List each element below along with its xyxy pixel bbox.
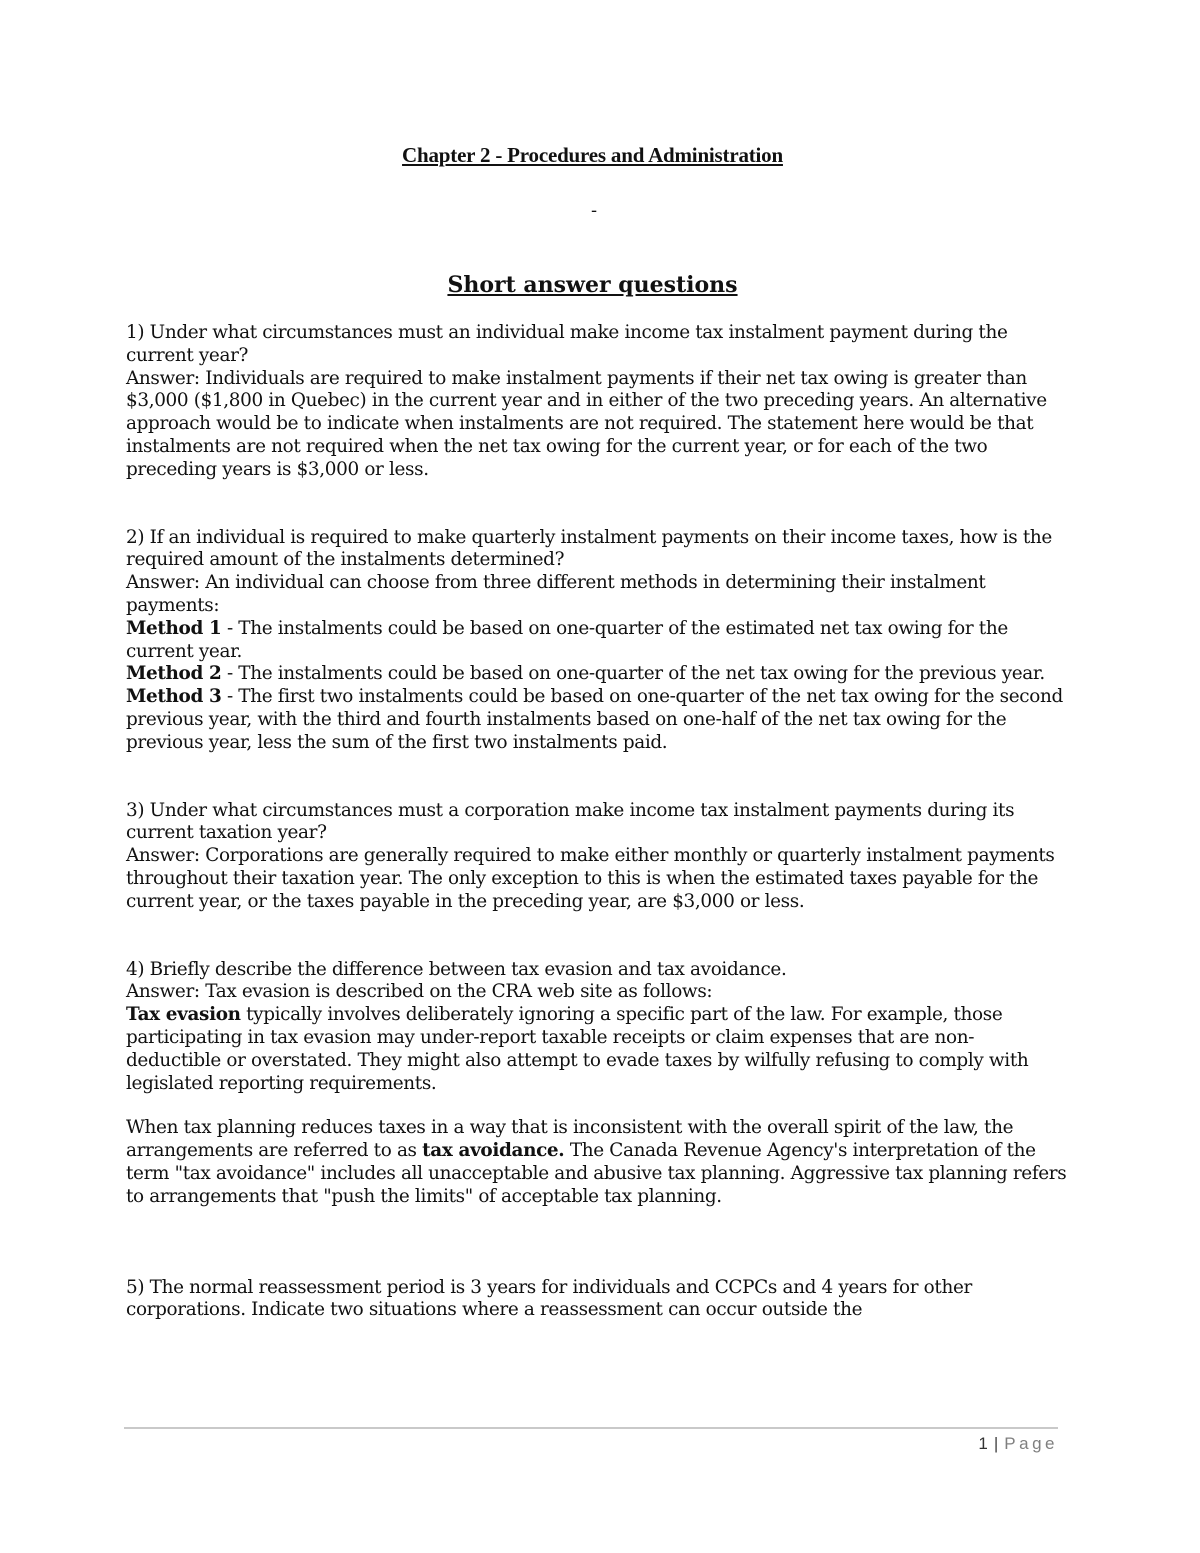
answer-4: Answer: Tax evasion is described on the CRA web site as follows: bbox=[126, 981, 713, 1003]
method-2 bbox=[126, 663, 1071, 686]
method-2-text: - The instalments could be based on one-quarter of the net tax owing for the previous year. bbox=[221, 663, 1045, 685]
tax-avoidance-term: tax avoidance. bbox=[422, 1140, 565, 1162]
tax-evasion-text: typically involves deliberately ignoring a specific part of the law. For example, those participating in tax evasion may under-report taxable receipts or claim expenses that are non- deductible or overstated. They might also attempt to evade taxes by wilfully refusing to comply with legislated reporting requirements. bbox=[126, 1004, 1029, 1094]
tax-avoidance-post: The Canada Revenue Agency's interpretation of the term "tax avoidance" includes all unacceptable and abusive tax planning. Aggressive tax planning refers to arrangements that "push the limits" of acceptable tax planning. bbox=[126, 1140, 1067, 1207]
footer-divider bbox=[124, 1427, 1058, 1429]
footer-separator: | bbox=[993, 1434, 999, 1453]
answer-3: Answer: Corporations are generally required to make either monthly or quarterly instalment payments throughout their taxation year. The only exception to this is when the estimated taxes payable for the current year, or the taxes payable in the preceding year, are $3,000 or less. bbox=[126, 845, 1055, 912]
method-2-label: Method 2 bbox=[126, 663, 222, 685]
document-body bbox=[126, 322, 1071, 1322]
page-footer bbox=[978, 1434, 1058, 1454]
question-2: 2) If an individual is required to make quarterly instalment payments on their income taxes, how is the required amount of the instalments determined? bbox=[126, 526, 1052, 571]
method-3-label: Method 3 bbox=[126, 686, 222, 708]
method-3 bbox=[126, 686, 1071, 754]
question-4: 4) Briefly describe the difference between tax evasion and tax avoidance. bbox=[126, 958, 787, 980]
answer-1: Answer: Individuals are required to make instalment payments if their net tax owing is greater than $3,000 ($1,800 in Quebec) in the current year and in either of the two preceding years. An alternative approach would be to indicate when instalments are not required. The statement here would be that instalments are not required when the net tax owing for the current year, or for each of the two preceding years is $3,000 or less. bbox=[126, 367, 1047, 480]
section-title: Short answer questions bbox=[447, 272, 738, 298]
page-label: Page bbox=[1004, 1434, 1058, 1453]
tax-avoidance-pre: When tax planning reduces taxes in a way that is inconsistent with the overall spirit of the law, the arrangements are referred to as bbox=[126, 1117, 1014, 1162]
tax-evasion-paragraph bbox=[126, 1004, 1071, 1095]
title-dash: - bbox=[590, 200, 598, 221]
method-1 bbox=[126, 618, 1071, 664]
method-1-text: - The instalments could be based on one-quarter of the estimated net tax owing for the current year. bbox=[126, 617, 1008, 662]
chapter-title: Chapter 2 - Procedures and Administration bbox=[402, 143, 783, 167]
tax-avoidance-paragraph bbox=[126, 1117, 1071, 1208]
question-1: 1) Under what circumstances must an individual make income tax instalment payment during the current year? bbox=[126, 322, 1008, 366]
question-5: 5) The normal reassessment period is 3 years for individuals and CCPCs and 4 years for other corporations. Indicate two situations where a reassessment can occur outside the bbox=[126, 1276, 972, 1321]
answer-2: Answer: An individual can choose from three different methods in determining their instalment payments: bbox=[126, 572, 986, 616]
method-3-text: - The first two instalments could be based on one-quarter of the net tax owing for the second previous year, with the third and fourth instalments based on one-half of the net tax owing for the previous year, less the sum of the first two instalments paid. bbox=[126, 686, 1063, 753]
page-number: 1 bbox=[978, 1434, 988, 1453]
question-3: 3) Under what circumstances must a corporation make income tax instalment payments during its current taxation year? bbox=[126, 799, 1015, 844]
method-1-label: Method 1 bbox=[126, 617, 222, 639]
tax-evasion-term: Tax evasion bbox=[126, 1004, 241, 1026]
